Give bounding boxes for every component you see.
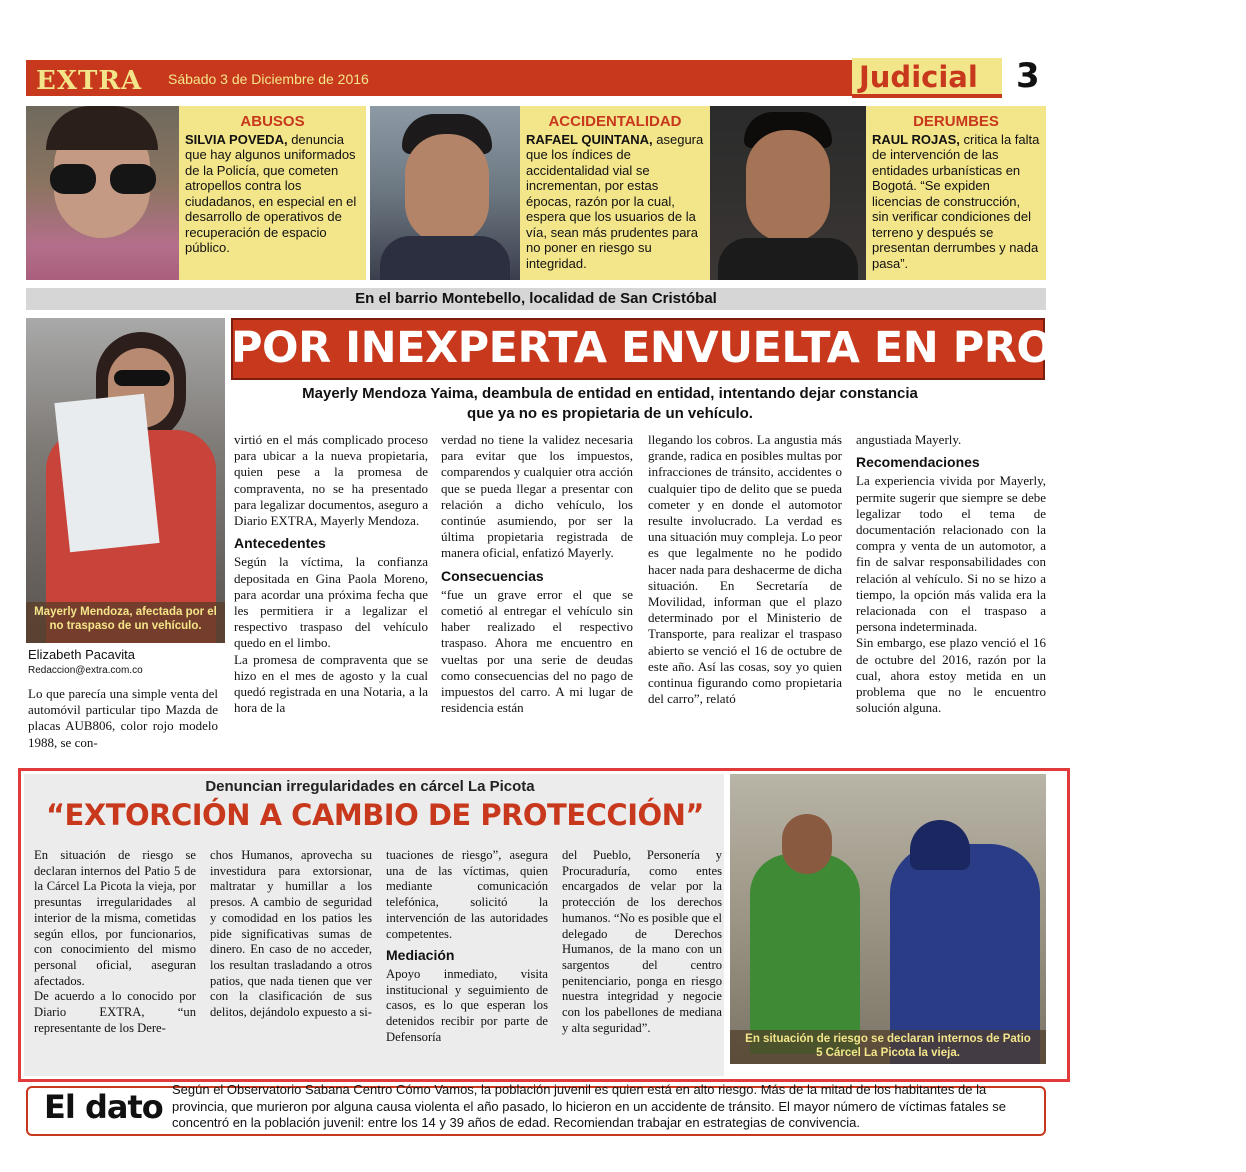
profile-name: RAUL ROJAS,: [872, 131, 960, 147]
page-number: 3: [1016, 56, 1040, 96]
main-photo-caption: Mayerly Mendoza, afectada por el no traspaso de un vehículo.: [34, 606, 217, 632]
paragraph: llegando los cobros. La angustia más grande, radica en posibles multas por infracciones de tránsito, accidentes o cualquier tipo de delito que se pueda cometer y en donde el automotor resulte involucrado. La verdad es una situación muy compleja. Lo peor es que legalmente no he podido hacer nada para deshacerme de dicha situación. En Secretaría de Movilidad, informan que el plazo determinado por el Ministerio de Transporte, para realizar el traspaso abierto se venció el 16 de octubre de este año. Así las cosas, soy yo quien continua figurando como propietaria del carro”, relató: [648, 432, 842, 707]
paragraph: verdad no tiene la validez necesaria para evitar que los impuestos, comparendos y cualquier otra acción que se pueda llegar a presentar con relación a dicho vehículo, los continúe asumiendo, por ser la última propietaria registrada de manera oficial, enfatizó Mayerly.: [441, 432, 633, 561]
profile-text: critica la falta de intervención de las entidades urbanísticas en Bogotá. “Se expiden licencias de construcción, sin verificar condiciones del terreno y después se presentan derrumbes y nada pasa”.: [872, 131, 1040, 271]
dato-label: El dato: [44, 1088, 163, 1126]
profile-abusos: [179, 106, 366, 280]
second-photo: [730, 774, 1046, 1064]
paragraph: Apoyo inmediato, visita institucional y seguimiento de casos, es lo que esperan los detenidos recibir por parte de Defensoría: [386, 966, 548, 1044]
subhead-antecedentes: Antecedentes: [234, 535, 326, 552]
second-headline: “EXTORCIÓN A CAMBIO DE PROTECCIÓN”: [45, 798, 704, 832]
masthead-logo: EXTRA: [36, 66, 143, 96]
second-photo-caption: En situación de riesgo se declaran internos de Patio 5 Cárcel La Picota la vieja.: [745, 1033, 1031, 1059]
profile-accidentalidad: [520, 106, 710, 280]
profile-name: RAFAEL QUINTANA,: [526, 131, 653, 147]
subhead-consecuencias: Consecuencias: [441, 567, 544, 584]
main-kicker: En el barrio Montebello, localidad de San Cristóbal: [355, 290, 717, 307]
paragraph: La experiencia vivida por Mayerly, permite sugerir que siempre se debe legalizar todo el tema de documentación relacionado con la compra y venta de un automotor, a fin de salvar responsabilidades con relación al vehículo. Si no se hizo a tiempo, la opción más valida era la relacionada con el traspaso a persona indeterminada.: [856, 473, 1046, 635]
page-header: [26, 56, 1050, 100]
subhead-mediacion: Mediación: [386, 947, 455, 964]
profile-text: asegura que los índices de accidentalidad vial se incrementan, por estas épocas, razón por la cual, espera que los usuarios de la vía, sean más prudentes para no poner en riesgo su integridad.: [526, 131, 704, 271]
header-bar: [26, 60, 861, 96]
main-col-1: [28, 686, 218, 751]
byline-email: Redaccion@extra.com.co: [28, 665, 143, 676]
profile-photo-rojas: [710, 106, 866, 280]
profile-derumbes: [866, 106, 1046, 280]
profile-category: DERUMBES: [913, 113, 999, 130]
main-col-5: [856, 432, 1046, 716]
issue-date: Sábado 3 de Diciembre de 2016: [168, 71, 369, 87]
main-photo: [26, 318, 225, 643]
main-headline: POR INEXPERTA ENVUELTA EN PROBLEMAS: [231, 323, 1246, 373]
paragraph: “fue un grave error el que se cometió al entregar el vehículo sin haber realizado el respectivo traspaso. Ahora me encuentro en vueltas por una serie de deudas como consecuencias del no pago de impuestos del carro. A mi lugar de residencia están: [441, 586, 633, 716]
profile-name: SILVIA POVEDA,: [185, 131, 288, 147]
paragraph: Según la víctima, la confianza depositada en Gina Paola Moreno, para acordar una próxima fecha que les permitiera ir a legalizar el respectivo traspaso del vehículo quedo en el limbo.: [234, 554, 428, 651]
second-col-2: [210, 848, 372, 1021]
paragraph: En situación de riesgo se declaran internos del Patio 5 de la Cárcel La Picota la vieja, por presuntas irregularidades al interior de la misma, cometidas según ellos, por funcionarios, con conocimiento del mismo personal oficial, aseguran afectados.: [34, 848, 196, 988]
paragraph: Sin embargo, ese plazo venció el 16 de octubre del 2016, razón por la cual, ahora estoy metida en un problema que no le encuentro solución alguna.: [856, 635, 1046, 716]
profile-text: denuncia que hay algunos uniformados de la Policía, que cometen atropellos contra los ciudadanos, en especial en el desarrollo de operativos de recuperación de espacio público.: [185, 131, 357, 255]
section-name: Judicial: [859, 60, 978, 94]
paragraph: virtió en el más complicado proceso para ubicar a la nueva propietaria, quien pese a la promesa de compraventa, no se ha presentado para legalizar documentos, aseguro a Diario EXTRA, Mayerly Mendoza.: [234, 432, 428, 529]
paragraph: La promesa de compraventa que se hizo en el mes de agosto y la cual quedó registrada en una Notaria, a la hora de la: [234, 651, 428, 716]
main-col-4: [648, 432, 842, 707]
paragraph: del Pueblo, Personería y Procuraduría, como entes encargados de velar por la protección de los derechos humanos. “No es posible que el delegado de Derechos Humanos, de la mano con un sargentos del centro penitenciario, ponga en riesgo nuestra integridad y negocie con los pabellones de mediana y alta seguridad”.: [562, 848, 722, 1035]
profile-photo-poveda: [26, 106, 179, 280]
dato-text: Según el Observatorio Sabana Centro Cómo Vamos, la población juvenil es quien está en alto riesgo. Más de la mitad de los habitantes de la provincia, que murieron por alguna causa violenta el año pasado, lo hicieron en un accidente de tránsito. El mayor número de víctimas fatales se concentró en la población juvenil: entre los 14 y 39 años de edad. Recomiendan trabajar en estrategias de convivencia.: [172, 1082, 1006, 1130]
paragraph: chos Humanos, aprovecha su investidura para extorsionar, maltratar y humillar a los presos. A cambio de seguridad y comodidad en los patios les pide significativas sumas de dinero. En caso de no acceder, los resultan trasladando a otros patios, que nada tienen que ver con la clasificación de sus delitos, dejándolo expuesto a si-: [210, 848, 372, 1020]
second-col-1: [34, 848, 196, 1036]
byline-author: Elizabeth Pacavita: [28, 647, 135, 662]
profiles-strip: [26, 106, 1046, 282]
paragraph: tuaciones de riesgo”, asegura una de las víctimas, quien mediante comunicación telefónica, solicitó la intervención de las autoridades competentes.: [386, 848, 548, 941]
main-deck: Mayerly Mendoza Yaima, deambula de entidad en entidad, intentando dejar constancia que ya no es propietaria de un vehículo.: [302, 385, 918, 422]
main-col-2: [234, 432, 428, 716]
subhead-recomendaciones: Recomendaciones: [856, 454, 980, 471]
paragraph: Lo que parecía una simple venta del automóvil particular tipo Mazda de placas AUB806, color rojo modelo 1988, se con-: [28, 686, 218, 750]
second-col-4: [562, 848, 722, 1036]
second-kicker: Denuncian irregularidades en cárcel La Picota: [205, 778, 535, 795]
main-col-3: [441, 432, 633, 716]
profile-category: ABUSOS: [240, 113, 305, 130]
profile-photo-quintana: [370, 106, 520, 280]
profile-category: ACCIDENTALIDAD: [548, 113, 682, 130]
paragraph: angustiada Mayerly.: [856, 432, 962, 447]
paragraph: De acuerdo a lo conocido por Diario EXTRA, “un representante de los Dere-: [34, 989, 196, 1035]
second-col-3: [386, 848, 548, 1045]
